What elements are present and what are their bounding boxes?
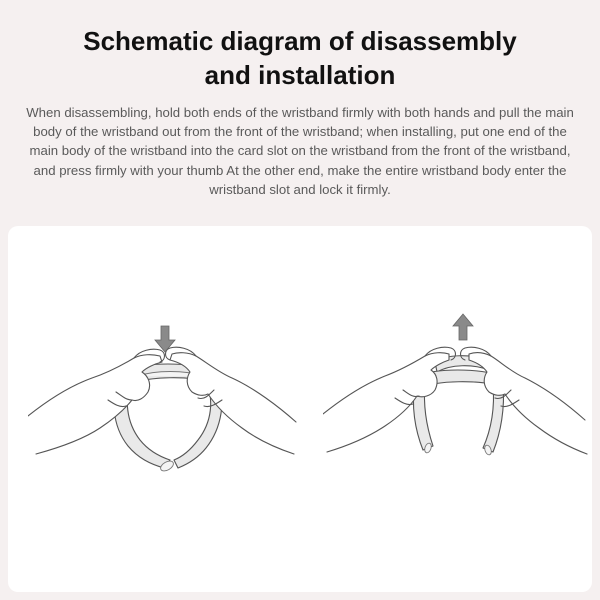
illustration-panel xyxy=(8,226,592,592)
arrow-up-icon xyxy=(453,314,473,340)
instructions-text: When disassembling, hold both ends of the wristband firmly with both hands and pull the main body of the wristband out from the front of the wristband; when installing, put one end of the main body of the wristband into the card slot on the wristband from the front of the wristband, and press firmly with your thumb At the other end, make the entire wristband body enter the wristband slot and lock it firmly. xyxy=(26,105,574,197)
disassembly-illustration xyxy=(323,296,593,496)
page-title-line-2: and installation xyxy=(204,60,396,90)
installation-illustration xyxy=(28,296,298,496)
page-title-line-1: Schematic diagram of disassembly xyxy=(83,26,517,56)
left-hand xyxy=(28,355,162,454)
page-title xyxy=(0,24,600,92)
right-hand xyxy=(170,353,296,454)
